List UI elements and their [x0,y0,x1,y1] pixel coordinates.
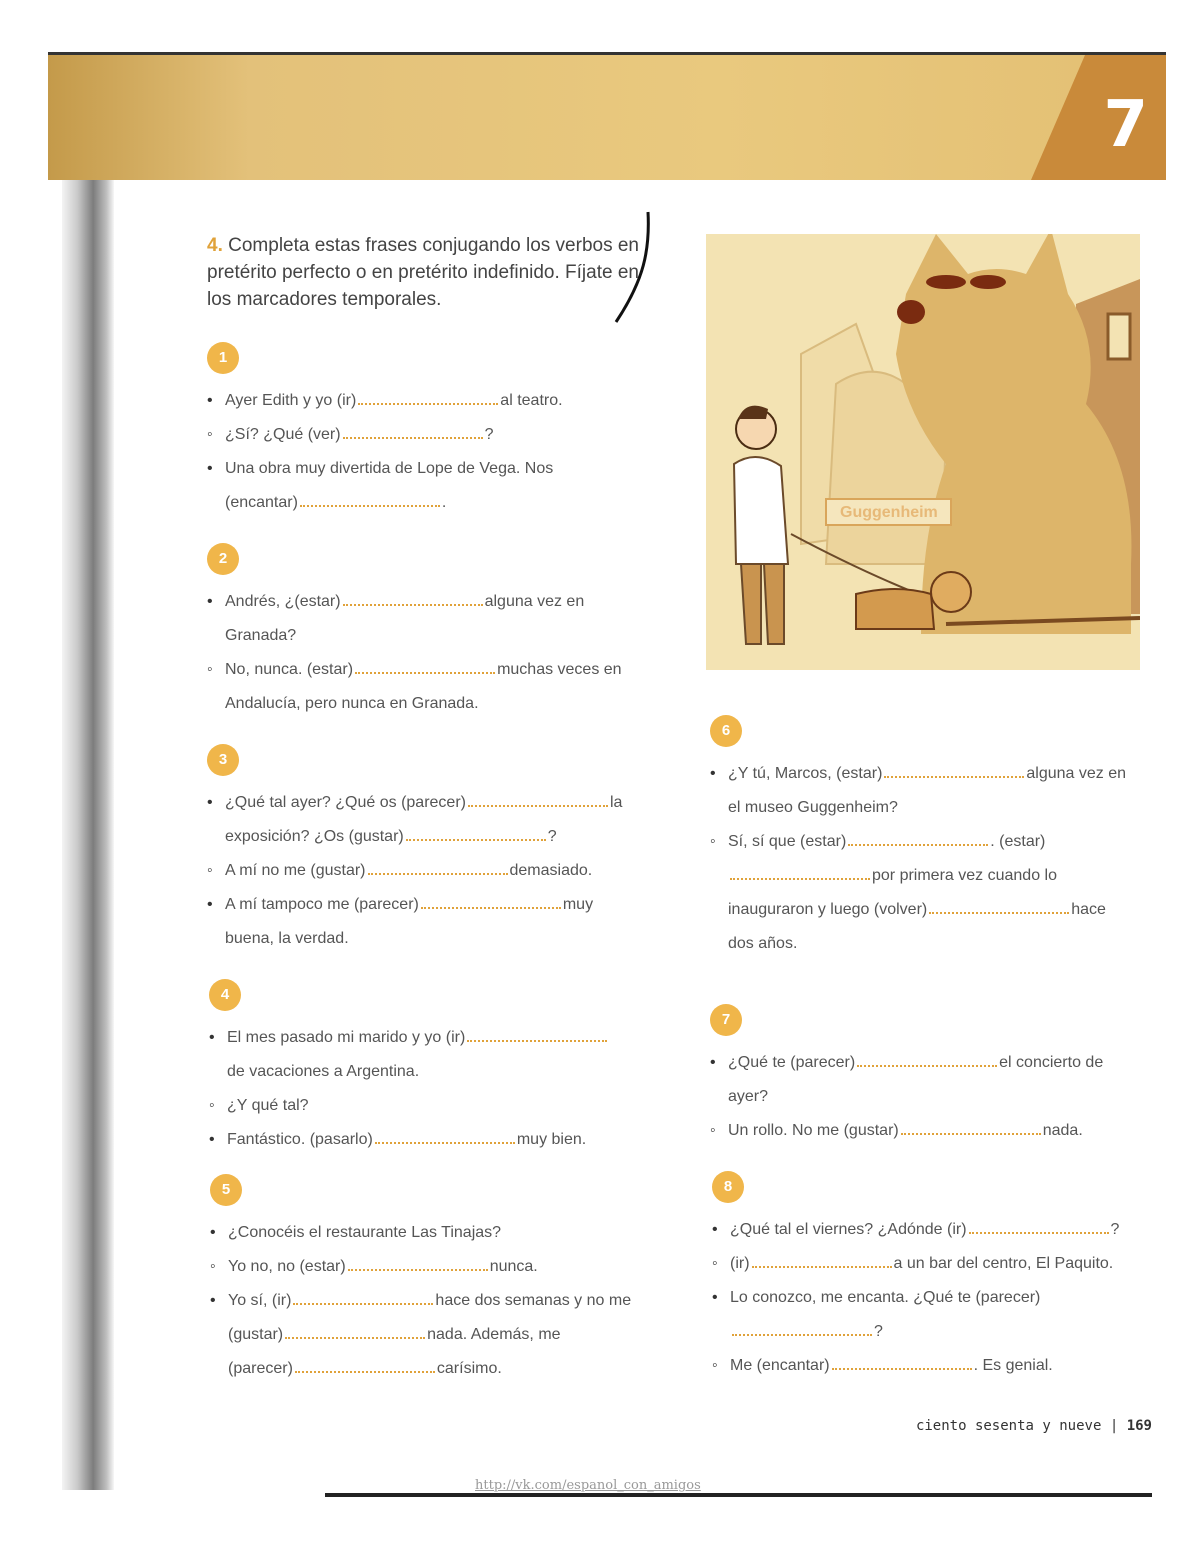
source-url[interactable]: http://vk.com/espanol_con_amigos [475,1478,701,1493]
answer-blank[interactable] [848,830,988,846]
exercise-number: 4. [207,235,223,256]
page-footer [916,1418,1152,1434]
dialogue-1: 1 • Ayer Edith y yo (ir) al teatro. ◦ ¿Sí? ¿Qué (ver) ? • Una obra muy divertida de Lope de Vega. Nos (encantar) . [207,342,657,520]
dialogue-number-badge: 4 [209,979,241,1011]
dialogue-number-badge: 3 [207,744,239,776]
answer-blank[interactable] [355,658,495,674]
answer-blank[interactable] [901,1119,1041,1135]
book-spine-shadow [62,180,114,1490]
guggenheim-sign: Guggenheim [840,504,938,521]
footer-separator: | [1109,1418,1119,1434]
answer-blank[interactable] [348,1255,488,1271]
answer-blank[interactable] [285,1323,425,1339]
dialogue-number-badge: 5 [210,1174,242,1206]
dialogue-7: 7 • ¿Qué te (parecer) el concierto de ayer? ◦ Un rollo. No me (gustar) nada. [710,1004,1155,1148]
answer-blank[interactable] [295,1357,435,1373]
answer-blank[interactable] [468,791,608,807]
illustration [706,234,1140,670]
dialogue-number-badge: 1 [207,342,239,374]
bottom-rule [325,1493,1152,1497]
dialogue-8: 8 • ¿Qué tal el viernes? ¿Adónde (ir) ? ◦ (ir) a un bar del centro, El Paquito. • Lo conozco, me encanta. ¿Qué te (parecer) ? ◦ Me (encantar) . Es genial. [712,1171,1157,1383]
exercise-instructions [207,232,657,313]
answer-blank[interactable] [732,1320,872,1336]
answer-blank[interactable] [730,864,870,880]
chapter-banner [48,52,1166,180]
answer-blank[interactable] [406,825,546,841]
dialogue-number-badge: 7 [710,1004,742,1036]
answer-blank[interactable] [969,1218,1109,1234]
illustration-art [706,234,1140,670]
answer-blank[interactable] [375,1128,515,1144]
exercise-text: Completa estas frases conjugando los verbos en pretérito perfecto o en pretérito indefinido. Fíjate en los marcadores temporales. [207,235,639,310]
answer-blank[interactable] [421,893,561,909]
dialogue-2: 2 • Andrés, ¿(estar) alguna vez en Granada? ◦ No, nunca. (estar) muchas veces en Andalucía, pero nunca en Granada. [207,543,657,721]
answer-blank[interactable] [884,762,1024,778]
answer-blank[interactable] [832,1354,972,1370]
answer-blank[interactable] [368,859,508,875]
chapter-number: 7 [1103,88,1148,162]
answer-blank[interactable] [467,1026,607,1042]
page-number: 169 [1126,1418,1152,1434]
dialogue-5: 5 • ¿Conocéis el restaurante Las Tinajas? ◦ Yo no, no (estar) nunca. • Yo sí, (ir) hace dos semanas y no me (gustar) nada. Además, me (parecer) carísimo. [210,1174,660,1386]
answer-blank[interactable] [929,898,1069,914]
dialogue-6: 6 • ¿Y tú, Marcos, (estar) alguna vez en el museo Guggenheim? ◦ Sí, sí que (estar) . (estar) por primera vez cuando lo inauguraron y luego (volver) hace dos años. [710,715,1155,961]
answer-blank[interactable] [343,423,483,439]
answer-blank[interactable] [857,1051,997,1067]
answer-blank[interactable] [752,1252,892,1268]
answer-blank[interactable] [293,1289,433,1305]
dialogue-number-badge: 8 [712,1171,744,1203]
dialogue-3: 3 • ¿Qué tal ayer? ¿Qué os (parecer) la exposición? ¿Os (gustar) ? ◦ A mí no me (gustar) demasiado. • A mí tampoco me (parecer) muy buena, la verdad. [207,744,657,956]
answer-blank[interactable] [300,491,440,507]
answer-blank[interactable] [343,590,483,606]
page-number-words: ciento sesenta y nueve [915,1418,1102,1434]
answer-blank[interactable] [358,389,498,405]
handwritten-slash-mark [610,210,650,325]
dialogue-number-badge: 6 [710,715,742,747]
dialogue-number-badge: 2 [207,543,239,575]
dialogue-4: 4 • El mes pasado mi marido y yo (ir) de vacaciones a Argentina. ◦ ¿Y qué tal? • Fantástico. (pasarlo) muy bien. [209,979,659,1157]
